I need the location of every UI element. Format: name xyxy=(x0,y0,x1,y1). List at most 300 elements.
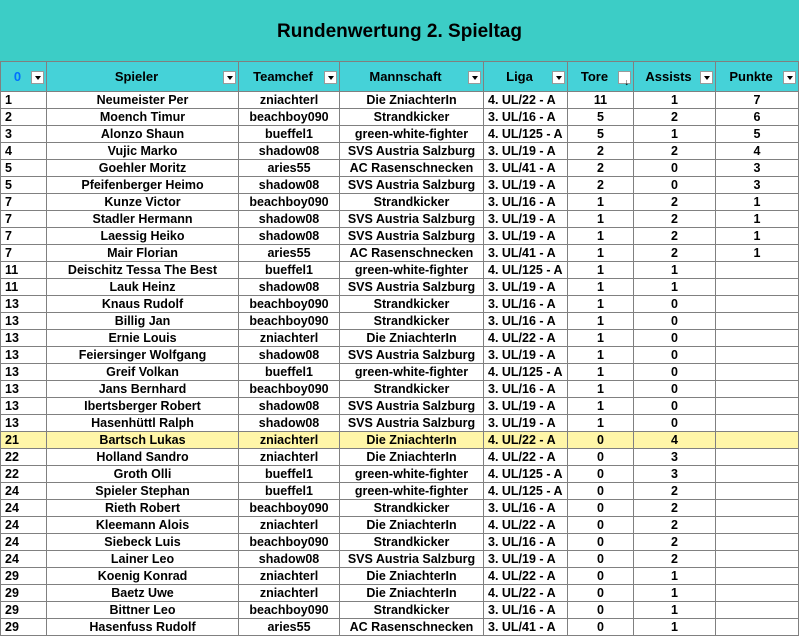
filter-dropdown-icon[interactable] xyxy=(700,71,713,84)
cell-assists[interactable]: 1 xyxy=(634,619,716,636)
cell-mannschaft[interactable]: SVS Austria Salzburg xyxy=(340,279,484,296)
filter-dropdown-icon[interactable] xyxy=(324,71,337,84)
cell-punkte[interactable] xyxy=(716,500,799,517)
cell-teamchef[interactable]: zniachterl xyxy=(239,92,340,109)
cell-spieler[interactable]: Ernie Louis xyxy=(47,330,239,347)
cell-assists[interactable]: 2 xyxy=(634,517,716,534)
cell-mannschaft[interactable]: Die ZniachterIn xyxy=(340,92,484,109)
cell-punkte[interactable] xyxy=(716,551,799,568)
cell-liga[interactable]: 3. UL/19 - A xyxy=(484,143,568,160)
cell-punkte[interactable] xyxy=(716,602,799,619)
cell-tore[interactable]: 11 xyxy=(568,92,634,109)
cell-mannschaft[interactable]: Strandkicker xyxy=(340,534,484,551)
cell-tore[interactable]: 0 xyxy=(568,551,634,568)
filter-dropdown-icon[interactable] xyxy=(223,71,236,84)
table-row[interactable] xyxy=(1,228,799,245)
cell-assists[interactable]: 1 xyxy=(634,262,716,279)
cell-assists[interactable]: 2 xyxy=(634,534,716,551)
cell-punkte[interactable]: 5 xyxy=(716,126,799,143)
cell-spieler[interactable]: Koenig Konrad xyxy=(47,568,239,585)
filter-dropdown-icon[interactable] xyxy=(468,71,481,84)
cell-rank[interactable]: 5 xyxy=(1,160,47,177)
cell-tore[interactable]: 5 xyxy=(568,126,634,143)
cell-rank[interactable]: 4 xyxy=(1,143,47,160)
cell-assists[interactable]: 0 xyxy=(634,347,716,364)
cell-punkte[interactable] xyxy=(716,517,799,534)
cell-rank[interactable]: 11 xyxy=(1,262,47,279)
cell-punkte[interactable]: 1 xyxy=(716,194,799,211)
cell-teamchef[interactable]: shadow08 xyxy=(239,177,340,194)
cell-assists[interactable]: 1 xyxy=(634,568,716,585)
cell-spieler[interactable]: Goehler Moritz xyxy=(47,160,239,177)
cell-teamchef[interactable]: beachboy090 xyxy=(239,381,340,398)
table-row[interactable] xyxy=(1,534,799,551)
table-row[interactable] xyxy=(1,126,799,143)
cell-mannschaft[interactable]: Strandkicker xyxy=(340,500,484,517)
cell-mannschaft[interactable]: SVS Austria Salzburg xyxy=(340,415,484,432)
cell-tore[interactable]: 1 xyxy=(568,313,634,330)
cell-mannschaft[interactable]: SVS Austria Salzburg xyxy=(340,398,484,415)
cell-punkte[interactable]: 1 xyxy=(716,211,799,228)
cell-rank[interactable]: 21 xyxy=(1,432,47,449)
cell-teamchef[interactable]: bueffel1 xyxy=(239,466,340,483)
cell-liga[interactable]: 3. UL/16 - A xyxy=(484,500,568,517)
table-row[interactable] xyxy=(1,364,799,381)
cell-spieler[interactable]: Holland Sandro xyxy=(47,449,239,466)
cell-tore[interactable]: 0 xyxy=(568,534,634,551)
cell-liga[interactable]: 3. UL/16 - A xyxy=(484,194,568,211)
cell-assists[interactable]: 0 xyxy=(634,160,716,177)
cell-tore[interactable]: 1 xyxy=(568,245,634,262)
cell-assists[interactable]: 1 xyxy=(634,585,716,602)
cell-tore[interactable]: 1 xyxy=(568,296,634,313)
table-row[interactable] xyxy=(1,602,799,619)
cell-teamchef[interactable]: beachboy090 xyxy=(239,313,340,330)
cell-tore[interactable]: 0 xyxy=(568,449,634,466)
cell-liga[interactable]: 4. UL/22 - A xyxy=(484,517,568,534)
cell-teamchef[interactable]: shadow08 xyxy=(239,211,340,228)
table-row[interactable] xyxy=(1,415,799,432)
cell-assists[interactable]: 0 xyxy=(634,313,716,330)
cell-teamchef[interactable]: shadow08 xyxy=(239,551,340,568)
cell-tore[interactable]: 0 xyxy=(568,500,634,517)
table-row[interactable] xyxy=(1,551,799,568)
cell-liga[interactable]: 4. UL/125 - A xyxy=(484,262,568,279)
cell-teamchef[interactable]: beachboy090 xyxy=(239,500,340,517)
table-row[interactable] xyxy=(1,398,799,415)
cell-liga[interactable]: 3. UL/19 - A xyxy=(484,177,568,194)
cell-teamchef[interactable]: zniachterl xyxy=(239,517,340,534)
cell-tore[interactable]: 2 xyxy=(568,160,634,177)
cell-teamchef[interactable]: zniachterl xyxy=(239,449,340,466)
table-row[interactable] xyxy=(1,466,799,483)
table-row[interactable] xyxy=(1,619,799,636)
cell-punkte[interactable] xyxy=(716,330,799,347)
table-row[interactable] xyxy=(1,92,799,109)
cell-mannschaft[interactable]: SVS Austria Salzburg xyxy=(340,347,484,364)
cell-teamchef[interactable]: zniachterl xyxy=(239,330,340,347)
cell-rank[interactable]: 22 xyxy=(1,466,47,483)
cell-mannschaft[interactable]: Die ZniachterIn xyxy=(340,585,484,602)
cell-rank[interactable]: 13 xyxy=(1,347,47,364)
table-row[interactable] xyxy=(1,483,799,500)
cell-rank[interactable]: 29 xyxy=(1,585,47,602)
cell-tore[interactable]: 1 xyxy=(568,330,634,347)
cell-liga[interactable]: 3. UL/19 - A xyxy=(484,551,568,568)
cell-liga[interactable]: 3. UL/16 - A xyxy=(484,313,568,330)
cell-assists[interactable]: 0 xyxy=(634,381,716,398)
cell-spieler[interactable]: Lauk Heinz xyxy=(47,279,239,296)
cell-rank[interactable]: 29 xyxy=(1,619,47,636)
cell-punkte[interactable]: 3 xyxy=(716,160,799,177)
table-row[interactable] xyxy=(1,211,799,228)
cell-spieler[interactable]: Hasenfuss Rudolf xyxy=(47,619,239,636)
cell-assists[interactable]: 3 xyxy=(634,466,716,483)
cell-assists[interactable]: 0 xyxy=(634,415,716,432)
cell-assists[interactable]: 0 xyxy=(634,177,716,194)
cell-teamchef[interactable]: beachboy090 xyxy=(239,602,340,619)
cell-spieler[interactable]: Groth Olli xyxy=(47,466,239,483)
cell-tore[interactable]: 0 xyxy=(568,568,634,585)
cell-liga[interactable]: 3. UL/41 - A xyxy=(484,245,568,262)
cell-rank[interactable]: 7 xyxy=(1,245,47,262)
cell-assists[interactable]: 2 xyxy=(634,143,716,160)
cell-liga[interactable]: 3. UL/19 - A xyxy=(484,211,568,228)
table-row[interactable] xyxy=(1,279,799,296)
header-label: Punkte xyxy=(729,69,773,84)
table-row[interactable] xyxy=(1,449,799,466)
cell-liga[interactable]: 3. UL/41 - A xyxy=(484,160,568,177)
cell-mannschaft[interactable]: green-white-fighter xyxy=(340,483,484,500)
cell-liga[interactable]: 4. UL/22 - A xyxy=(484,432,568,449)
cell-tore[interactable]: 1 xyxy=(568,262,634,279)
cell-punkte[interactable] xyxy=(716,585,799,602)
sort-descending-icon[interactable] xyxy=(618,71,631,84)
cell-tore[interactable]: 1 xyxy=(568,364,634,381)
cell-mannschaft[interactable]: Strandkicker xyxy=(340,194,484,211)
cell-liga[interactable]: 4. UL/125 - A xyxy=(484,483,568,500)
cell-assists[interactable]: 2 xyxy=(634,109,716,126)
table-row[interactable] xyxy=(1,330,799,347)
cell-rank[interactable]: 7 xyxy=(1,194,47,211)
cell-tore[interactable]: 0 xyxy=(568,602,634,619)
cell-rank[interactable]: 24 xyxy=(1,534,47,551)
cell-teamchef[interactable]: beachboy090 xyxy=(239,109,340,126)
cell-tore[interactable]: 1 xyxy=(568,279,634,296)
cell-liga[interactable]: 4. UL/125 - A xyxy=(484,466,568,483)
cell-liga[interactable]: 4. UL/22 - A xyxy=(484,330,568,347)
cell-tore[interactable]: 1 xyxy=(568,228,634,245)
cell-mannschaft[interactable]: SVS Austria Salzburg xyxy=(340,228,484,245)
cell-spieler[interactable]: Baetz Uwe xyxy=(47,585,239,602)
cell-teamchef[interactable]: shadow08 xyxy=(239,228,340,245)
cell-punkte[interactable]: 3 xyxy=(716,177,799,194)
cell-mannschaft[interactable]: Strandkicker xyxy=(340,381,484,398)
cell-teamchef[interactable]: shadow08 xyxy=(239,415,340,432)
header-label: Assists xyxy=(645,69,692,84)
cell-assists[interactable]: 0 xyxy=(634,398,716,415)
cell-teamchef[interactable]: bueffel1 xyxy=(239,364,340,381)
cell-mannschaft[interactable]: SVS Austria Salzburg xyxy=(340,211,484,228)
cell-mannschaft[interactable]: green-white-fighter xyxy=(340,262,484,279)
cell-assists[interactable]: 2 xyxy=(634,483,716,500)
cell-punkte[interactable] xyxy=(716,466,799,483)
cell-mannschaft[interactable]: SVS Austria Salzburg xyxy=(340,551,484,568)
cell-liga[interactable]: 3. UL/19 - A xyxy=(484,398,568,415)
cell-punkte[interactable]: 7 xyxy=(716,92,799,109)
cell-tore[interactable]: 0 xyxy=(568,517,634,534)
cell-spieler[interactable]: Deischitz Tessa The Best xyxy=(47,262,239,279)
cell-spieler[interactable]: Kunze Victor xyxy=(47,194,239,211)
cell-tore[interactable]: 2 xyxy=(568,143,634,160)
cell-spieler[interactable]: Kleemann Alois xyxy=(47,517,239,534)
cell-punkte[interactable] xyxy=(716,262,799,279)
table-row[interactable] xyxy=(1,109,799,126)
cell-rank[interactable]: 29 xyxy=(1,568,47,585)
filter-dropdown-icon[interactable] xyxy=(552,71,565,84)
cell-punkte[interactable] xyxy=(716,347,799,364)
cell-assists[interactable]: 2 xyxy=(634,245,716,262)
cell-rank[interactable]: 7 xyxy=(1,211,47,228)
cell-tore[interactable]: 1 xyxy=(568,194,634,211)
cell-tore[interactable]: 0 xyxy=(568,619,634,636)
cell-mannschaft[interactable]: Strandkicker xyxy=(340,602,484,619)
cell-spieler[interactable]: Moench Timur xyxy=(47,109,239,126)
cell-mannschaft[interactable]: SVS Austria Salzburg xyxy=(340,143,484,160)
cell-rank[interactable]: 5 xyxy=(1,177,47,194)
cell-tore[interactable]: 1 xyxy=(568,211,634,228)
cell-liga[interactable]: 3. UL/16 - A xyxy=(484,381,568,398)
cell-punkte[interactable] xyxy=(716,483,799,500)
cell-punkte[interactable]: 1 xyxy=(716,228,799,245)
cell-spieler[interactable]: Ibertsberger Robert xyxy=(47,398,239,415)
table-row[interactable] xyxy=(1,432,799,449)
cell-liga[interactable]: 3. UL/19 - A xyxy=(484,279,568,296)
cell-punkte[interactable]: 1 xyxy=(716,245,799,262)
cell-mannschaft[interactable]: AC Rasenschnecken xyxy=(340,160,484,177)
cell-teamchef[interactable]: beachboy090 xyxy=(239,296,340,313)
cell-tore[interactable]: 0 xyxy=(568,466,634,483)
cell-tore[interactable]: 5 xyxy=(568,109,634,126)
table-row[interactable] xyxy=(1,160,799,177)
cell-mannschaft[interactable]: Strandkicker xyxy=(340,313,484,330)
table-row[interactable] xyxy=(1,517,799,534)
cell-spieler[interactable]: Lainer Leo xyxy=(47,551,239,568)
cell-rank[interactable]: 13 xyxy=(1,415,47,432)
cell-spieler[interactable]: Hasenhüttl Ralph xyxy=(47,415,239,432)
cell-liga[interactable]: 4. UL/22 - A xyxy=(484,449,568,466)
cell-liga[interactable]: 3. UL/19 - A xyxy=(484,228,568,245)
cell-teamchef[interactable]: shadow08 xyxy=(239,347,340,364)
cell-teamchef[interactable]: aries55 xyxy=(239,619,340,636)
cell-liga[interactable]: 3. UL/16 - A xyxy=(484,296,568,313)
cell-assists[interactable]: 3 xyxy=(634,449,716,466)
cell-rank[interactable]: 13 xyxy=(1,313,47,330)
cell-spieler[interactable]: Bartsch Lukas xyxy=(47,432,239,449)
cell-liga[interactable]: 3. UL/16 - A xyxy=(484,109,568,126)
cell-tore[interactable]: 0 xyxy=(568,483,634,500)
cell-spieler[interactable]: Stadler Hermann xyxy=(47,211,239,228)
cell-tore[interactable]: 1 xyxy=(568,415,634,432)
cell-assists[interactable]: 0 xyxy=(634,364,716,381)
cell-punkte[interactable] xyxy=(716,534,799,551)
table-row[interactable] xyxy=(1,245,799,262)
cell-teamchef[interactable]: aries55 xyxy=(239,245,340,262)
cell-liga[interactable]: 3. UL/16 - A xyxy=(484,602,568,619)
cell-mannschaft[interactable]: Die ZniachterIn xyxy=(340,449,484,466)
cell-rank[interactable]: 13 xyxy=(1,330,47,347)
cell-mannschaft[interactable]: AC Rasenschnecken xyxy=(340,245,484,262)
cell-rank[interactable]: 24 xyxy=(1,551,47,568)
cell-punkte[interactable] xyxy=(716,398,799,415)
cell-teamchef[interactable]: zniachterl xyxy=(239,568,340,585)
cell-assists[interactable]: 2 xyxy=(634,551,716,568)
cell-teamchef[interactable]: shadow08 xyxy=(239,143,340,160)
cell-rank[interactable]: 22 xyxy=(1,449,47,466)
cell-teamchef[interactable]: zniachterl xyxy=(239,432,340,449)
cell-rank[interactable]: 29 xyxy=(1,602,47,619)
table-row[interactable] xyxy=(1,313,799,330)
cell-mannschaft[interactable]: green-white-fighter xyxy=(340,364,484,381)
cell-rank[interactable]: 13 xyxy=(1,296,47,313)
cell-punkte[interactable] xyxy=(716,313,799,330)
cell-assists[interactable]: 4 xyxy=(634,432,716,449)
cell-mannschaft[interactable]: Die ZniachterIn xyxy=(340,330,484,347)
cell-teamchef[interactable]: bueffel1 xyxy=(239,483,340,500)
cell-teamchef[interactable]: beachboy090 xyxy=(239,534,340,551)
cell-assists[interactable]: 1 xyxy=(634,602,716,619)
page-title: Rundenwertung 2. Spieltag xyxy=(277,20,522,42)
cell-mannschaft[interactable]: Strandkicker xyxy=(340,296,484,313)
cell-spieler[interactable]: Billig Jan xyxy=(47,313,239,330)
cell-liga[interactable]: 4. UL/125 - A xyxy=(484,126,568,143)
cell-teamchef[interactable]: bueffel1 xyxy=(239,126,340,143)
cell-rank[interactable]: 7 xyxy=(1,228,47,245)
cell-rank[interactable]: 24 xyxy=(1,500,47,517)
cell-spieler[interactable]: Bittner Leo xyxy=(47,602,239,619)
cell-liga[interactable]: 3. UL/19 - A xyxy=(484,415,568,432)
cell-spieler[interactable]: Laessig Heiko xyxy=(47,228,239,245)
cell-punkte[interactable] xyxy=(716,381,799,398)
cell-mannschaft[interactable]: green-white-fighter xyxy=(340,126,484,143)
cell-rank[interactable]: 24 xyxy=(1,517,47,534)
cell-punkte[interactable] xyxy=(716,415,799,432)
cell-spieler[interactable]: Siebeck Luis xyxy=(47,534,239,551)
cell-mannschaft[interactable]: Die ZniachterIn xyxy=(340,568,484,585)
cell-rank[interactable]: 24 xyxy=(1,483,47,500)
cell-punkte[interactable] xyxy=(716,568,799,585)
cell-punkte[interactable]: 6 xyxy=(716,109,799,126)
cell-assists[interactable]: 1 xyxy=(634,92,716,109)
cell-tore[interactable]: 1 xyxy=(568,381,634,398)
cell-teamchef[interactable]: beachboy090 xyxy=(239,194,340,211)
header-teamchef xyxy=(239,62,340,92)
cell-spieler[interactable]: Neumeister Per xyxy=(47,92,239,109)
cell-teamchef[interactable]: shadow08 xyxy=(239,398,340,415)
cell-assists[interactable]: 2 xyxy=(634,194,716,211)
cell-rank[interactable]: 3 xyxy=(1,126,47,143)
cell-punkte[interactable] xyxy=(716,432,799,449)
cell-punkte[interactable] xyxy=(716,364,799,381)
table-row[interactable] xyxy=(1,262,799,279)
cell-assists[interactable]: 0 xyxy=(634,296,716,313)
cell-teamchef[interactable]: shadow08 xyxy=(239,279,340,296)
cell-tore[interactable]: 1 xyxy=(568,398,634,415)
cell-spieler[interactable]: Jans Bernhard xyxy=(47,381,239,398)
table-row[interactable] xyxy=(1,381,799,398)
cell-tore[interactable]: 0 xyxy=(568,585,634,602)
cell-mannschaft[interactable]: Die ZniachterIn xyxy=(340,432,484,449)
cell-mannschaft[interactable]: SVS Austria Salzburg xyxy=(340,177,484,194)
table-row[interactable] xyxy=(1,500,799,517)
cell-tore[interactable]: 1 xyxy=(568,347,634,364)
table-row[interactable] xyxy=(1,568,799,585)
cell-rank[interactable]: 1 xyxy=(1,92,47,109)
cell-assists[interactable]: 2 xyxy=(634,500,716,517)
cell-punkte[interactable] xyxy=(716,449,799,466)
cell-liga[interactable]: 4. UL/22 - A xyxy=(484,585,568,602)
table-row[interactable] xyxy=(1,296,799,313)
cell-assists[interactable]: 0 xyxy=(634,330,716,347)
cell-mannschaft[interactable]: green-white-fighter xyxy=(340,466,484,483)
cell-liga[interactable]: 4. UL/125 - A xyxy=(484,364,568,381)
table-row[interactable] xyxy=(1,177,799,194)
cell-spieler[interactable]: Alonzo Shaun xyxy=(47,126,239,143)
cell-teamchef[interactable]: aries55 xyxy=(239,160,340,177)
cell-teamchef[interactable]: zniachterl xyxy=(239,585,340,602)
cell-teamchef[interactable]: bueffel1 xyxy=(239,262,340,279)
cell-assists[interactable]: 1 xyxy=(634,126,716,143)
cell-spieler[interactable]: Pfeifenberger Heimo xyxy=(47,177,239,194)
cell-spieler[interactable]: Greif Volkan xyxy=(47,364,239,381)
cell-punkte[interactable] xyxy=(716,296,799,313)
cell-punkte[interactable]: 4 xyxy=(716,143,799,160)
cell-mannschaft[interactable]: AC Rasenschnecken xyxy=(340,619,484,636)
cell-rank[interactable]: 11 xyxy=(1,279,47,296)
cell-assists[interactable]: 2 xyxy=(634,211,716,228)
cell-spieler[interactable]: Knaus Rudolf xyxy=(47,296,239,313)
cell-spieler[interactable]: Vujic Marko xyxy=(47,143,239,160)
cell-punkte[interactable] xyxy=(716,279,799,296)
cell-liga[interactable]: 4. UL/22 - A xyxy=(484,568,568,585)
cell-mannschaft[interactable]: Strandkicker xyxy=(340,109,484,126)
cell-spieler[interactable]: Spieler Stephan xyxy=(47,483,239,500)
filter-dropdown-icon[interactable] xyxy=(31,71,44,84)
table-row[interactable] xyxy=(1,194,799,211)
cell-liga[interactable]: 3. UL/19 - A xyxy=(484,347,568,364)
table-row[interactable] xyxy=(1,347,799,364)
table-row[interactable] xyxy=(1,143,799,160)
cell-rank[interactable]: 13 xyxy=(1,364,47,381)
cell-liga[interactable]: 3. UL/16 - A xyxy=(484,534,568,551)
cell-tore[interactable]: 0 xyxy=(568,432,634,449)
cell-punkte[interactable] xyxy=(716,619,799,636)
filter-dropdown-icon[interactable] xyxy=(783,71,796,84)
cell-rank[interactable]: 13 xyxy=(1,381,47,398)
cell-assists[interactable]: 2 xyxy=(634,228,716,245)
cell-liga[interactable]: 4. UL/22 - A xyxy=(484,92,568,109)
cell-tore[interactable]: 2 xyxy=(568,177,634,194)
cell-rank[interactable]: 13 xyxy=(1,398,47,415)
cell-spieler[interactable]: Mair Florian xyxy=(47,245,239,262)
cell-assists[interactable]: 1 xyxy=(634,279,716,296)
cell-mannschaft[interactable]: Die ZniachterIn xyxy=(340,517,484,534)
cell-spieler[interactable]: Rieth Robert xyxy=(47,500,239,517)
cell-spieler[interactable]: Feiersinger Wolfgang xyxy=(47,347,239,364)
table-row[interactable] xyxy=(1,585,799,602)
cell-rank[interactable]: 2 xyxy=(1,109,47,126)
cell-liga[interactable]: 3. UL/41 - A xyxy=(484,619,568,636)
